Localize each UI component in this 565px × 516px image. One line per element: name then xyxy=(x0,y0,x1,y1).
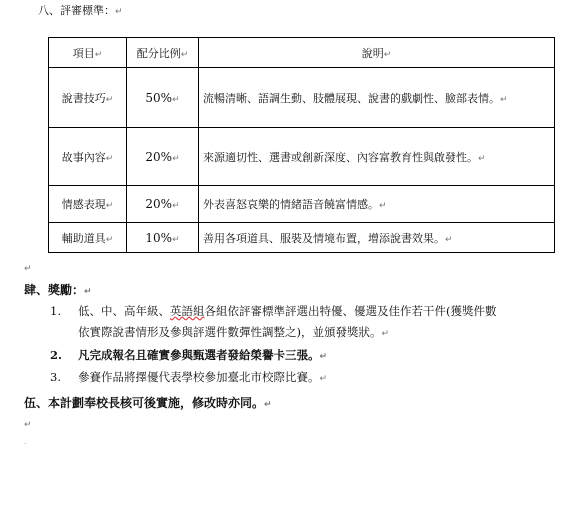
awards-heading: 肆、獎勵：↵ xyxy=(24,283,92,297)
row-item: 輔助道具↵ xyxy=(49,223,127,253)
award-item-1: 1. 低、中、高年級、英語組各組依評審標準評選出特優、優選及佳作若干件(獲獎件數 xyxy=(50,304,497,318)
paragraph-mark: ↵ xyxy=(115,7,123,17)
row-description: 來源適切性、選書或創新深度、內容富教育性與啟發性。↵ xyxy=(199,128,555,186)
table-row xyxy=(49,223,555,253)
empty-paragraph xyxy=(24,261,32,274)
award-item-2: 2. 凡完成報名且確實參與甄選者發給榮譽卡三張。↵ xyxy=(50,348,328,362)
row-description: 善用各項道具、服裝及情境布置，增添說書效果。↵ xyxy=(199,223,555,253)
row-weight: 20%↵ xyxy=(127,128,199,186)
award-item-3: 3. 參賽作品將擇優代表學校參加臺北市校際比賽。↵ xyxy=(50,370,328,384)
row-description: 外表喜怒哀樂的情緒語音饒富情感。↵ xyxy=(199,186,555,223)
table-row xyxy=(49,186,555,223)
row-description: 流暢清晰、語調生動、肢體展現、說書的戲劇性、臉部表情。↵ xyxy=(199,68,555,128)
row-item: 故事內容↵ xyxy=(49,128,127,186)
section-8-title: 八、評審標準： xyxy=(38,4,115,17)
row-weight: 20%↵ xyxy=(127,186,199,223)
row-weight: 10%↵ xyxy=(127,223,199,253)
header-weight: 配分比例↵ xyxy=(127,38,199,68)
section-5-paragraph: 伍、本計劃奉校長核可後實施，修改時亦同。↵ xyxy=(24,396,272,410)
table-header-row xyxy=(49,38,555,68)
awards-title: 肆、獎勵： xyxy=(24,283,85,297)
end-of-document-mark: . xyxy=(24,438,27,446)
scoring-table xyxy=(48,37,555,253)
row-item: 情感表現↵ xyxy=(49,186,127,223)
header-item: 項目↵ xyxy=(49,38,127,68)
section-5-text: 伍、本計劃奉校長核可後實施，修改時亦同。 xyxy=(24,396,265,410)
award-item-1-continued: 依實際說書情形及參與評選件數彈性調整之)，並頒發獎狀。↵ xyxy=(78,325,390,339)
header-description: 說明↵ xyxy=(199,38,555,68)
row-item: 說書技巧↵ xyxy=(49,68,127,128)
empty-paragraph xyxy=(24,417,32,430)
table-row xyxy=(49,68,555,128)
section-8-heading xyxy=(38,2,123,18)
row-weight: 50%↵ xyxy=(127,68,199,128)
spellcheck-underline: 英語組 xyxy=(170,304,205,318)
table-row xyxy=(49,128,555,186)
paragraph-mark: ↵ xyxy=(24,420,32,430)
paragraph-mark: ↵ xyxy=(24,264,32,274)
